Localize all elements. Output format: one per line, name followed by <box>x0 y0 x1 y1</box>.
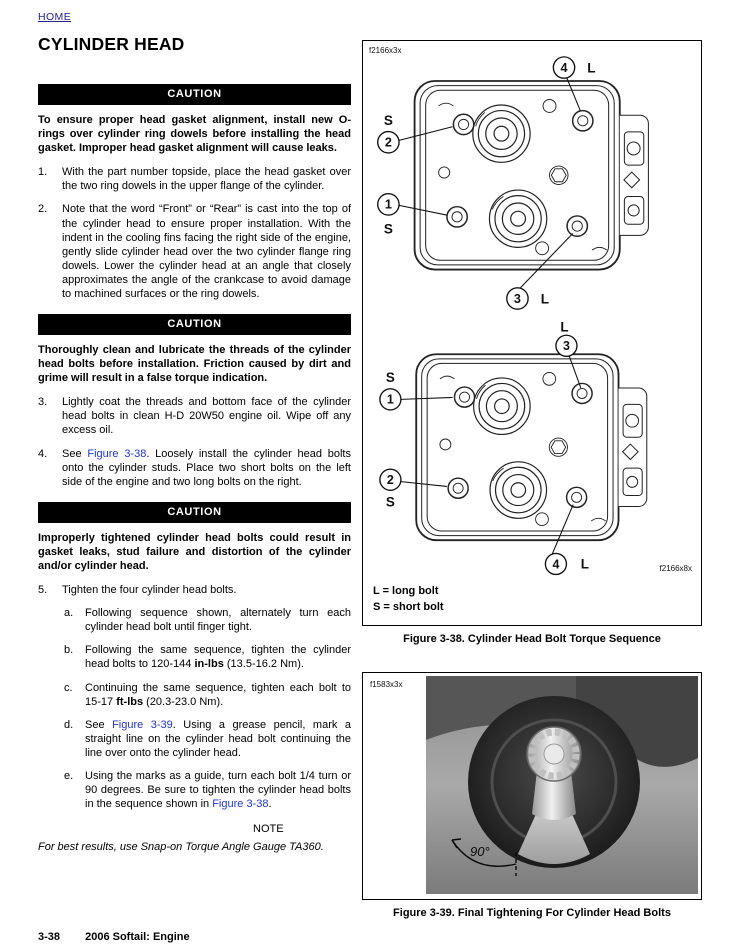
step-text-segment: Using the marks as a guide, turn each bolt 1/4 turn or 90 degrees. Be sure to tighten the cylinder head bolts in the sequence shown in <box>85 769 351 811</box>
step-text-segment: See <box>85 718 113 731</box>
step-number: 5. <box>38 584 48 597</box>
substep-d <box>38 718 351 760</box>
substep-letter: a. <box>64 607 74 620</box>
figure-3-39-link[interactable]: Figure 3-39 <box>112 718 173 731</box>
figure-3-39-caption: Figure 3-39. Final Tightening For Cylinder Head Bolts <box>393 907 671 919</box>
figure-3-39 <box>362 672 702 900</box>
caution-label: CAUTION <box>167 88 222 100</box>
bolt-callout-3: 3 <box>513 291 521 306</box>
figure-part-code: f2166x3x <box>369 46 402 55</box>
figure-part-code: f1583x3x <box>370 680 403 689</box>
long-bolt-label: L <box>540 291 550 307</box>
step-text: Following sequence shown, alternately turn each cylinder head bolt until finger tight. <box>85 607 351 634</box>
figure-column <box>362 40 702 919</box>
page-footer <box>38 931 190 943</box>
step-text: Tighten the four cylinder head bolts. <box>62 584 237 597</box>
caution-label: CAUTION <box>167 318 222 331</box>
substep-letter: b. <box>64 644 74 657</box>
bolt-callout-2: 2 <box>386 473 394 488</box>
step-2 <box>38 202 351 301</box>
step-text-segment: See <box>62 447 88 460</box>
substep-a <box>38 606 351 634</box>
long-bolt-label: L <box>560 319 569 335</box>
bolt-callout-1: 1 <box>386 392 394 407</box>
step-text-segment: Continuing the same sequence, tighten each bolt to 15-17 <box>85 681 351 708</box>
page-title: CYLINDER HEAD <box>38 34 185 54</box>
figure-3-38-link[interactable]: Figure 3-38 <box>87 447 147 460</box>
bolt-callout-1: 1 <box>384 197 392 212</box>
substep-letter: e. <box>64 769 74 782</box>
bolt-callout-4: 4 <box>552 557 560 572</box>
step-text <box>62 447 351 489</box>
substep-b <box>38 643 351 671</box>
figure-3-38-link[interactable]: Figure 3-38 <box>212 798 269 811</box>
short-bolt-label: S <box>383 112 393 128</box>
step-3 <box>38 395 351 437</box>
note-heading: NOTE <box>253 823 284 836</box>
step-text: Lightly coat the threads and bottom face of the cylinder head bolts in clean H-D 20W50 engine oil. Wipe off any excess oil. <box>62 396 351 437</box>
bolt-callout-2: 2 <box>384 135 392 150</box>
bolt-callout-4: 4 <box>560 60 568 75</box>
step-text-segment: . <box>268 798 272 811</box>
step-text: Note that the word “Front” or “Rear” is cast into the top of the cylinder head to ensure proper installation. With the indent in the cooling fins facing the right side of the engine, gently slide cylinder head over the two cylinder flange ring dowels. Lower the cylinder head at an angle that closely approximates the angle of the crankcase to avoid damage to machined surfaces or the ring dowels. <box>62 203 351 300</box>
figure-3-38 <box>362 40 702 626</box>
text-column <box>38 84 351 854</box>
step-number: 4. <box>38 447 48 460</box>
step-number: 3. <box>38 396 48 409</box>
footer-page-number: 3-38 <box>38 931 61 943</box>
note-text: For best results, use Snap-on Torque Angle Gauge TA360. <box>38 841 324 854</box>
step-text-segment: (13.5-16.2 Nm). <box>223 658 304 671</box>
step-text-segment: Following the same sequence, tighten the cylinder head bolts to 120-144 <box>85 644 351 671</box>
step-number: 1. <box>38 166 48 179</box>
cylinder-head-top-drawing <box>367 53 697 315</box>
bolt-callout-3: 3 <box>562 339 570 354</box>
step-1 <box>38 165 351 193</box>
step-5 <box>38 583 351 597</box>
step-text <box>85 718 351 760</box>
figure-part-code: f2166x8x <box>659 564 692 573</box>
home-link[interactable]: HOME <box>38 11 72 23</box>
angle-label: 90° <box>470 844 490 859</box>
cylinder-head-bottom-drawing <box>367 319 697 585</box>
substep-letter: d. <box>64 718 74 731</box>
short-bolt-label: S <box>383 221 393 237</box>
caution-text-2: Thoroughly clean and lubricate the threads of the cylinder head bolts before installation. Friction caused by dirt and grime will result in a false torque indication. <box>38 344 351 385</box>
step-text-segment: . Loosely install the cylinder head bolts onto the cylinder studs. Place two short bolts on the left side of the engine and two long bolts on the right. <box>62 447 351 488</box>
step-text: With the part number topside, place the head gasket over the two ring dowels in the upper flange of the cylinder. <box>62 166 351 193</box>
caution-text-3: Improperly tightened cylinder head bolts could result in gasket leaks, stud failure and distortion of the cylinder and/or cylinder head. <box>38 531 351 573</box>
caution-text-1: To ensure proper head gasket alignment, install new O-rings over cylinder ring dowels before installing the head gasket. Improper head gasket alignment will cause leaks. <box>38 114 351 155</box>
footer-document-title: 2006 Softail: Engine <box>85 931 190 943</box>
step-4 <box>38 447 351 489</box>
bolt-tightening-photo <box>426 676 698 894</box>
legend-long-bolt: L = long bolt <box>373 585 439 598</box>
bolt-legend <box>373 584 444 615</box>
step-text <box>85 643 351 671</box>
substep-letter: c. <box>64 681 73 694</box>
substep-c <box>38 681 351 709</box>
caution-label: CAUTION <box>167 505 222 518</box>
short-bolt-label: S <box>385 370 395 386</box>
short-bolt-label: S <box>385 494 395 510</box>
long-bolt-label: L <box>587 60 596 76</box>
caution-banner-1 <box>38 84 351 105</box>
step-text <box>85 681 351 709</box>
legend-short-bolt: S = short bolt <box>373 600 444 613</box>
figure-3-38-caption: Figure 3-38. Cylinder Head Bolt Torque Sequence <box>403 633 661 645</box>
step-text <box>85 769 351 811</box>
step-text-segment: (20.3-23.0 Nm). <box>143 695 224 708</box>
torque-unit: in-lbs <box>194 658 224 671</box>
long-bolt-label: L <box>580 556 589 572</box>
torque-unit: ft-lbs <box>116 695 144 708</box>
step-text-segment: . Using a grease pencil, mark a straight line on the cylinder head bolt continuing the line over onto the cylinder head. <box>85 718 351 759</box>
caution-banner-2 <box>38 314 351 335</box>
caution-banner-3 <box>38 502 351 523</box>
substep-e <box>38 769 351 811</box>
step-number: 2. <box>38 203 48 216</box>
